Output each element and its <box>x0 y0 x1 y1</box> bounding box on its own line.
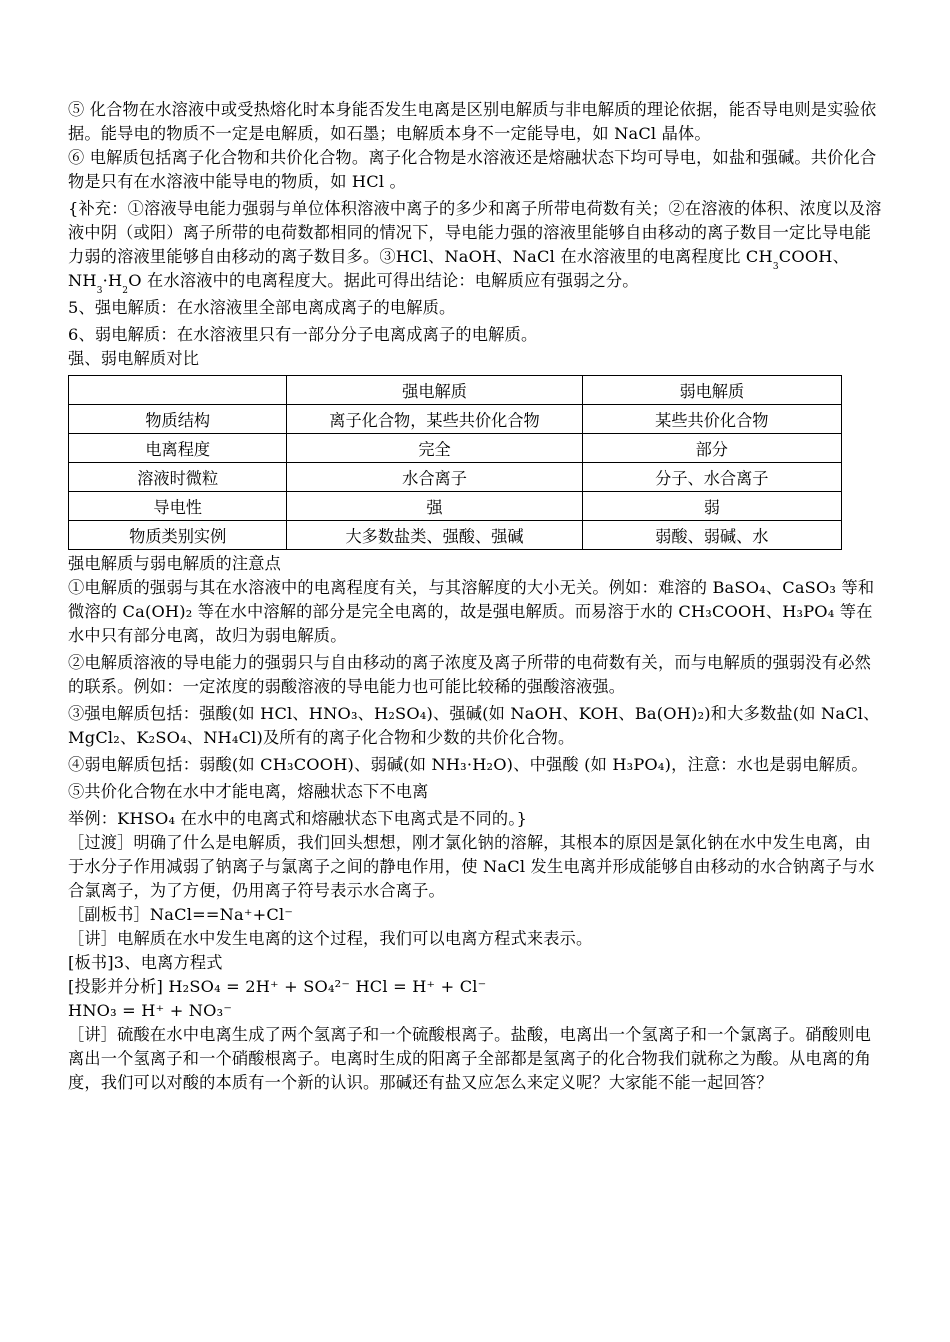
table-cell: 物质类别实例 <box>69 521 287 550</box>
table-header-cell <box>69 376 287 405</box>
subscript-3: 3 <box>96 286 103 296</box>
paragraph-point-6: ⑥ 电解质包括离子化合物和共价化合物。离子化合物是水溶液还是熔融状态下均可导电，如盐和强碱。共价化合物是只有在水溶液中能导电的物质，如 HCl 。 <box>68 148 877 191</box>
table-cell: 完全 <box>287 434 582 463</box>
table-cell: 导电性 <box>69 492 287 521</box>
notes-title: 强电解质与弱电解质的注意点 <box>68 554 282 573</box>
definition-weak-electrolyte: 6、弱电解质：在水溶液里只有一部分分子电离成离子的电解质。 <box>68 325 538 344</box>
table-row <box>69 463 842 492</box>
table-cell: 水合离子 <box>287 463 582 492</box>
table-cell: 溶液时微粒 <box>69 463 287 492</box>
table-cell: 离子化合物，某些共价化合物 <box>287 405 582 434</box>
subscript-3: 3 <box>772 262 779 272</box>
note-4: ④弱电解质包括：弱酸(如 CH₃COOH)、弱碱(如 NH₃·H₂O)、中强酸 (如 H₃PO₄)，注意：水也是弱电解质。 <box>68 755 868 774</box>
note-example: 举例：KHSO₄ 在水中的电离式和熔融状态下电离式是不同的。} <box>68 809 528 828</box>
note-5: ⑤共价化合物在水中才能电离，熔融状态下不电离 <box>68 782 429 801</box>
comparison-table <box>68 375 842 550</box>
supplement-text-a: {补充：①溶液导电能力强弱与单位体积溶液中离子的多少和离子所带电荷数有关；②在溶液的体积、浓度以及溶液中阴（或阳）离子所带的电荷数都相同的情况下，导电能力强的溶液里能够自由移动的离子数目一定比导电能力弱的溶液里能够自由移动的离子数目多。③HCl、NaOH、NaCl 在水溶液里的电离程度比 CH <box>68 199 882 266</box>
table-row <box>69 492 842 521</box>
note-1: ①电解质的强弱与其在水溶液中的电离程度有关，与其溶解度的大小无关。例如：难溶的 BaSO₄、CaSO₃ 等和微溶的 Ca(OH)₂ 等在水中溶解的部分是完全电离的，故是强电解质。而易溶于水的 CH₃COOH、H₃PO₄ 等在水中只有部分电离，故归为弱电解质。 <box>68 578 875 645</box>
lesson-talk-1: ［讲］电解质在水中发生电离的这个过程，我们可以电离方程式来表示。 <box>68 929 593 948</box>
lesson-hno3-equation: HNO₃ = H⁺ + NO₃⁻ <box>68 1001 233 1020</box>
table-header-cell: 弱电解质 <box>582 376 841 405</box>
definition-strong-electrolyte: 5、强电解质：在水溶液里全部电离成离子的电解质。 <box>68 298 456 317</box>
lesson-sub-board: ［副板书］NaCl==Na⁺+Cl⁻ <box>68 905 294 924</box>
lesson-talk-2: ［讲］硫酸在水中电离生成了两个氢离子和一个硫酸根离子。盐酸，电离出一个氢离子和一个氯离子。硝酸则电离出一个氢离子和一个硝酸根离子。电离时生成的阳离子全部都是氢离子的化合物我们就称之为酸。从电离的角度，我们可以对酸的本质有一个新的认识。那碱还有盐又应怎么来定义呢？大家能不能一起回答？ <box>68 1025 871 1092</box>
supplement-text-c: ·H <box>102 271 123 290</box>
table-cell: 某些共价化合物 <box>582 405 841 434</box>
table-row <box>69 434 842 463</box>
table-row <box>69 521 842 550</box>
lesson-board: [板书]3、电离方程式 <box>68 953 223 972</box>
table-cell: 弱酸、弱碱、水 <box>582 521 841 550</box>
table-cell: 电离程度 <box>69 434 287 463</box>
table-cell: 强 <box>287 492 582 521</box>
table-cell: 大多数盐类、强酸、强碱 <box>287 521 582 550</box>
subscript-2: 2 <box>122 286 129 296</box>
supplement-text-b: COOH、NH <box>68 247 850 290</box>
paragraph-supplement <box>68 197 884 296</box>
comparison-table-title: 强、弱电解质对比 <box>68 349 200 368</box>
table-cell: 弱 <box>582 492 841 521</box>
table-cell: 物质结构 <box>69 405 287 434</box>
note-2: ②电解质溶液的导电能力的强弱只与自由移动的离子浓度及离子所带的电荷数有关，而与电解质的强弱没有必然的联系。例如：一定浓度的弱酸溶液的导电能力也可能比较稀的强酸溶液强。 <box>68 653 871 696</box>
paragraph-point-5: ⑤ 化合物在水溶液中或受热熔化时本身能否发生电离是区别电解质与非电解质的理论依据，能否导电则是实验依据。能导电的物质不一定是电解质，如石墨；电解质本身不一定能导电，如 NaCl 晶体。 <box>68 100 877 143</box>
table-header-cell: 强电解质 <box>287 376 582 405</box>
lesson-projection: [投影并分析] H₂SO₄ = 2H⁺ + SO₄²⁻ HCl = H⁺ + Cl⁻ <box>68 977 487 996</box>
document-page <box>68 98 884 1095</box>
note-3: ③强电解质包括：强酸(如 HCl、HNO₃、H₂SO₄)、强碱(如 NaOH、KOH、Ba(OH)₂)和大多数盐(如 NaCl、MgCl₂、K₂SO₄、NH₄Cl)及所有的离子化合物和少数的共价化合物。 <box>68 704 880 747</box>
table-header-row <box>69 376 842 405</box>
table-row <box>69 405 842 434</box>
supplement-text-d: O 在水溶液中的电离程度大。据此可得出结论：电解质应有强弱之分。 <box>128 271 639 290</box>
lesson-transition: ［过渡］明确了什么是电解质，我们回头想想，刚才氯化钠的溶解，其根本的原因是氯化钠在水中发生电离，由于水分子作用减弱了钠离子与氯离子之间的静电作用，使 NaCl 发生电离并形成能够自由移动的水合钠离子与水合氯离子，为了方便，仍用离子符号表示水合离子。 <box>68 833 875 900</box>
table-cell: 部分 <box>582 434 841 463</box>
table-cell: 分子、水合离子 <box>582 463 841 492</box>
